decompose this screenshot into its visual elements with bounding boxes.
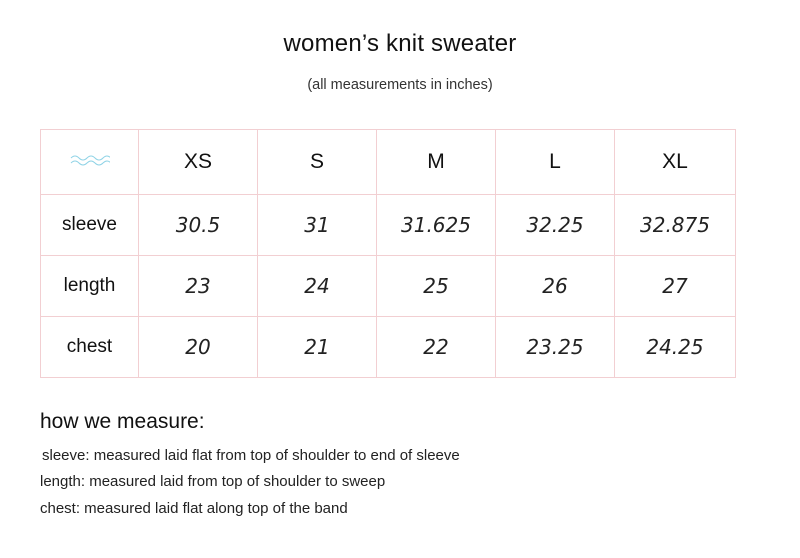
measure-note-sleeve: sleeve: measured laid flat from top of shoulder to end of sleeve [42, 447, 460, 464]
wave-icon [70, 154, 110, 166]
size-chart-table [40, 129, 736, 378]
table-cell: 23.25 [496, 317, 615, 378]
measure-note-length: length: measured laid from top of shoulder to sweep [40, 473, 386, 490]
size-header-l: L [496, 130, 615, 195]
page-subtitle: (all measurements in inches) [307, 77, 493, 93]
table-cell: 24 [258, 256, 377, 317]
size-header-s: S [258, 130, 377, 195]
table-cell: 30.5 [139, 195, 258, 256]
table-cell: 24.25 [615, 317, 736, 378]
corner-cell [41, 130, 139, 195]
page-title: women’s knit sweater [283, 30, 517, 57]
row-label-sleeve: sleeve [41, 195, 139, 256]
table-cell: 26 [496, 256, 615, 317]
size-header-xl: XL [615, 130, 736, 195]
table-row-chest [41, 317, 736, 378]
table-cell: 23 [139, 256, 258, 317]
row-label-chest: chest [41, 317, 139, 378]
table-cell: 22 [377, 317, 496, 378]
table-row-length [41, 256, 736, 317]
table-cell: 20 [139, 317, 258, 378]
size-header-xs: XS [139, 130, 258, 195]
how-we-measure-heading: how we measure: [40, 410, 205, 433]
table-cell: 25 [377, 256, 496, 317]
table-cell: 32.875 [615, 195, 736, 256]
table-header-row [41, 130, 736, 195]
table-cell: 21 [258, 317, 377, 378]
row-label-length: length [41, 256, 139, 317]
table-cell: 32.25 [496, 195, 615, 256]
table-cell: 27 [615, 256, 736, 317]
table-row-sleeve [41, 195, 736, 256]
size-header-m: M [377, 130, 496, 195]
table-cell: 31 [258, 195, 377, 256]
measure-note-chest: chest: measured laid flat along top of the band [40, 500, 348, 517]
table-cell: 31.625 [377, 195, 496, 256]
